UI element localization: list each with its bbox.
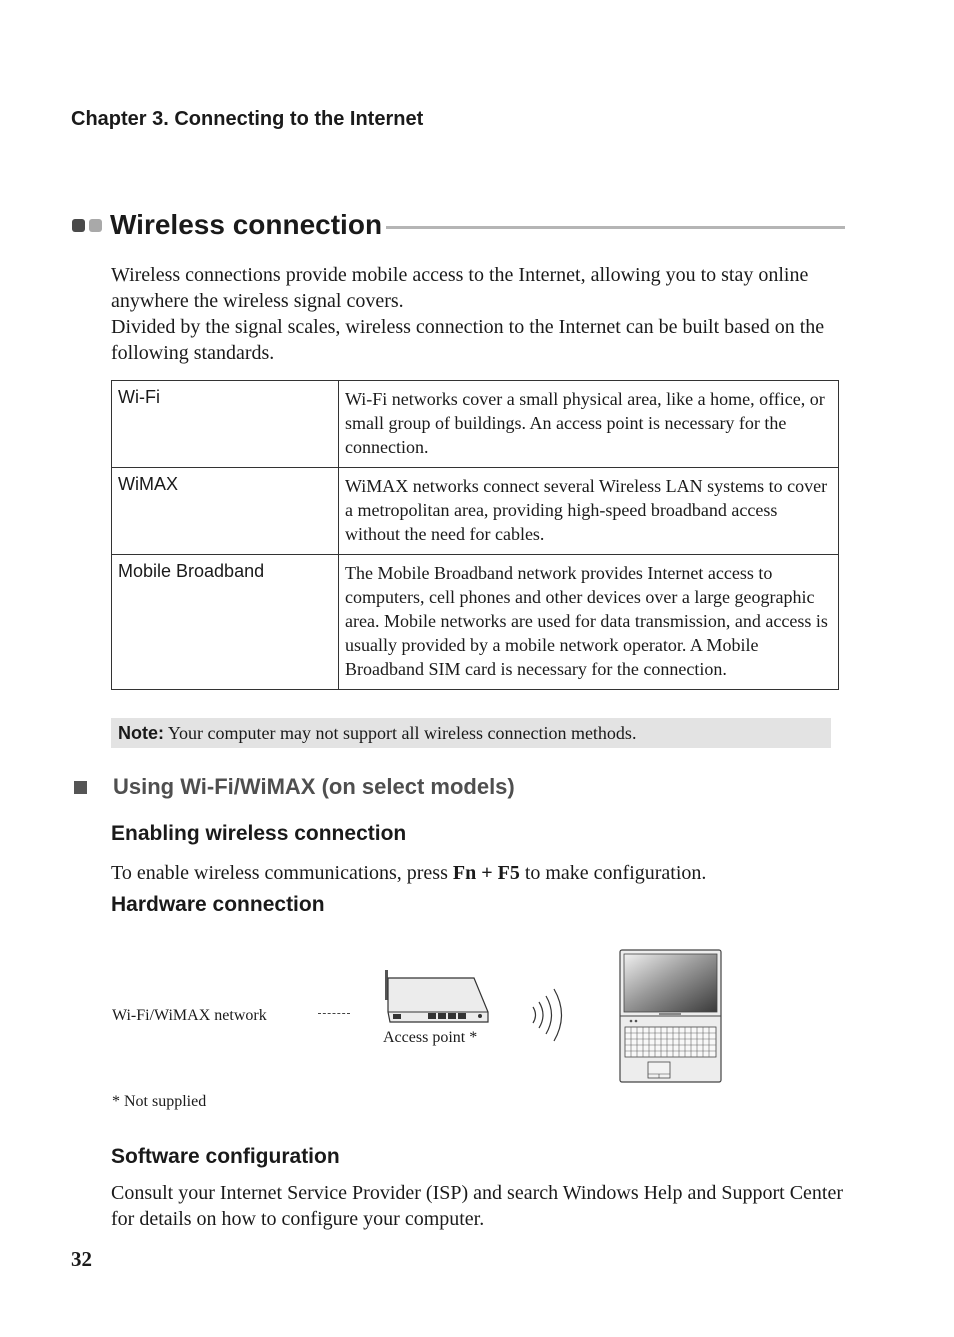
standard-description: Wi-Fi networks cover a small physical area, like a home, office, or small group of buildings. An access point is necessary for the connection. xyxy=(339,381,839,468)
subsection-heading xyxy=(72,774,515,800)
subsection-title: Using Wi-Fi/WiMAX (on select models) xyxy=(113,774,515,799)
hardware-heading: Hardware connection xyxy=(111,893,325,916)
software-heading: Software configuration xyxy=(111,1145,340,1168)
table-row xyxy=(112,381,839,468)
standard-name: Wi-Fi xyxy=(112,381,339,468)
note-text: Your computer may not support all wireless connection methods. xyxy=(167,723,637,743)
dashed-connector xyxy=(318,1013,350,1014)
footnote: * Not supplied xyxy=(112,1093,207,1110)
standards-table xyxy=(111,380,839,690)
network-label: Wi-Fi/WiMAX network xyxy=(112,1007,267,1024)
intro xyxy=(111,262,846,366)
standard-description: The Mobile Broadband network provides Internet access to computers, cell phones and other devices over a large geographic area. Mobile networks are used for data transmission, and access is usually provided by a mobile network operator. A Mobile Broadband SIM card is necessary for the connection. xyxy=(339,555,839,690)
access-point-label: Access point * xyxy=(383,1029,478,1046)
intro-paragraph-2: Divided by the signal scales, wireless connection to the Internet can be built based on the following standards. xyxy=(111,316,825,364)
key-combo: Fn + F5 xyxy=(452,862,520,884)
table-row xyxy=(112,555,839,690)
title-rule xyxy=(386,226,845,229)
laptop-icon xyxy=(619,949,722,1083)
note-box xyxy=(111,718,831,748)
intro-paragraph-1: Wireless connections provide mobile access to the Internet, allowing you to stay online anywhere the wireless signal covers. xyxy=(111,264,809,312)
standard-name: WiMAX xyxy=(112,468,339,555)
page-number: 32 xyxy=(71,1247,92,1271)
table-row xyxy=(112,468,839,555)
enabling-text xyxy=(111,860,706,886)
wireless-signal-icon xyxy=(528,985,574,1045)
enabling-heading: Enabling wireless connection xyxy=(111,822,407,845)
section-title: Wireless connection xyxy=(110,209,383,240)
chapter-header: Chapter 3. Connecting to the Internet xyxy=(71,108,424,130)
note-label: Note: xyxy=(118,723,164,743)
square-bullet-icon xyxy=(74,781,87,794)
standard-description: WiMAX networks connect several Wireless LAN systems to cover a metropolitan area, providing high-speed broadband access without the need for cables. xyxy=(339,468,839,555)
section-title-row xyxy=(72,205,845,245)
enabling-text-before: To enable wireless communications, press xyxy=(111,862,453,884)
enabling-text-after: to make configuration. xyxy=(519,862,707,884)
standard-name: Mobile Broadband xyxy=(112,555,339,690)
access-point-icon xyxy=(384,968,494,1026)
software-text: Consult your Internet Service Provider (ISP) and search Windows Help and Support Center for details on how to configure your computer. xyxy=(111,1182,844,1230)
title-bullets-icon xyxy=(72,219,102,232)
